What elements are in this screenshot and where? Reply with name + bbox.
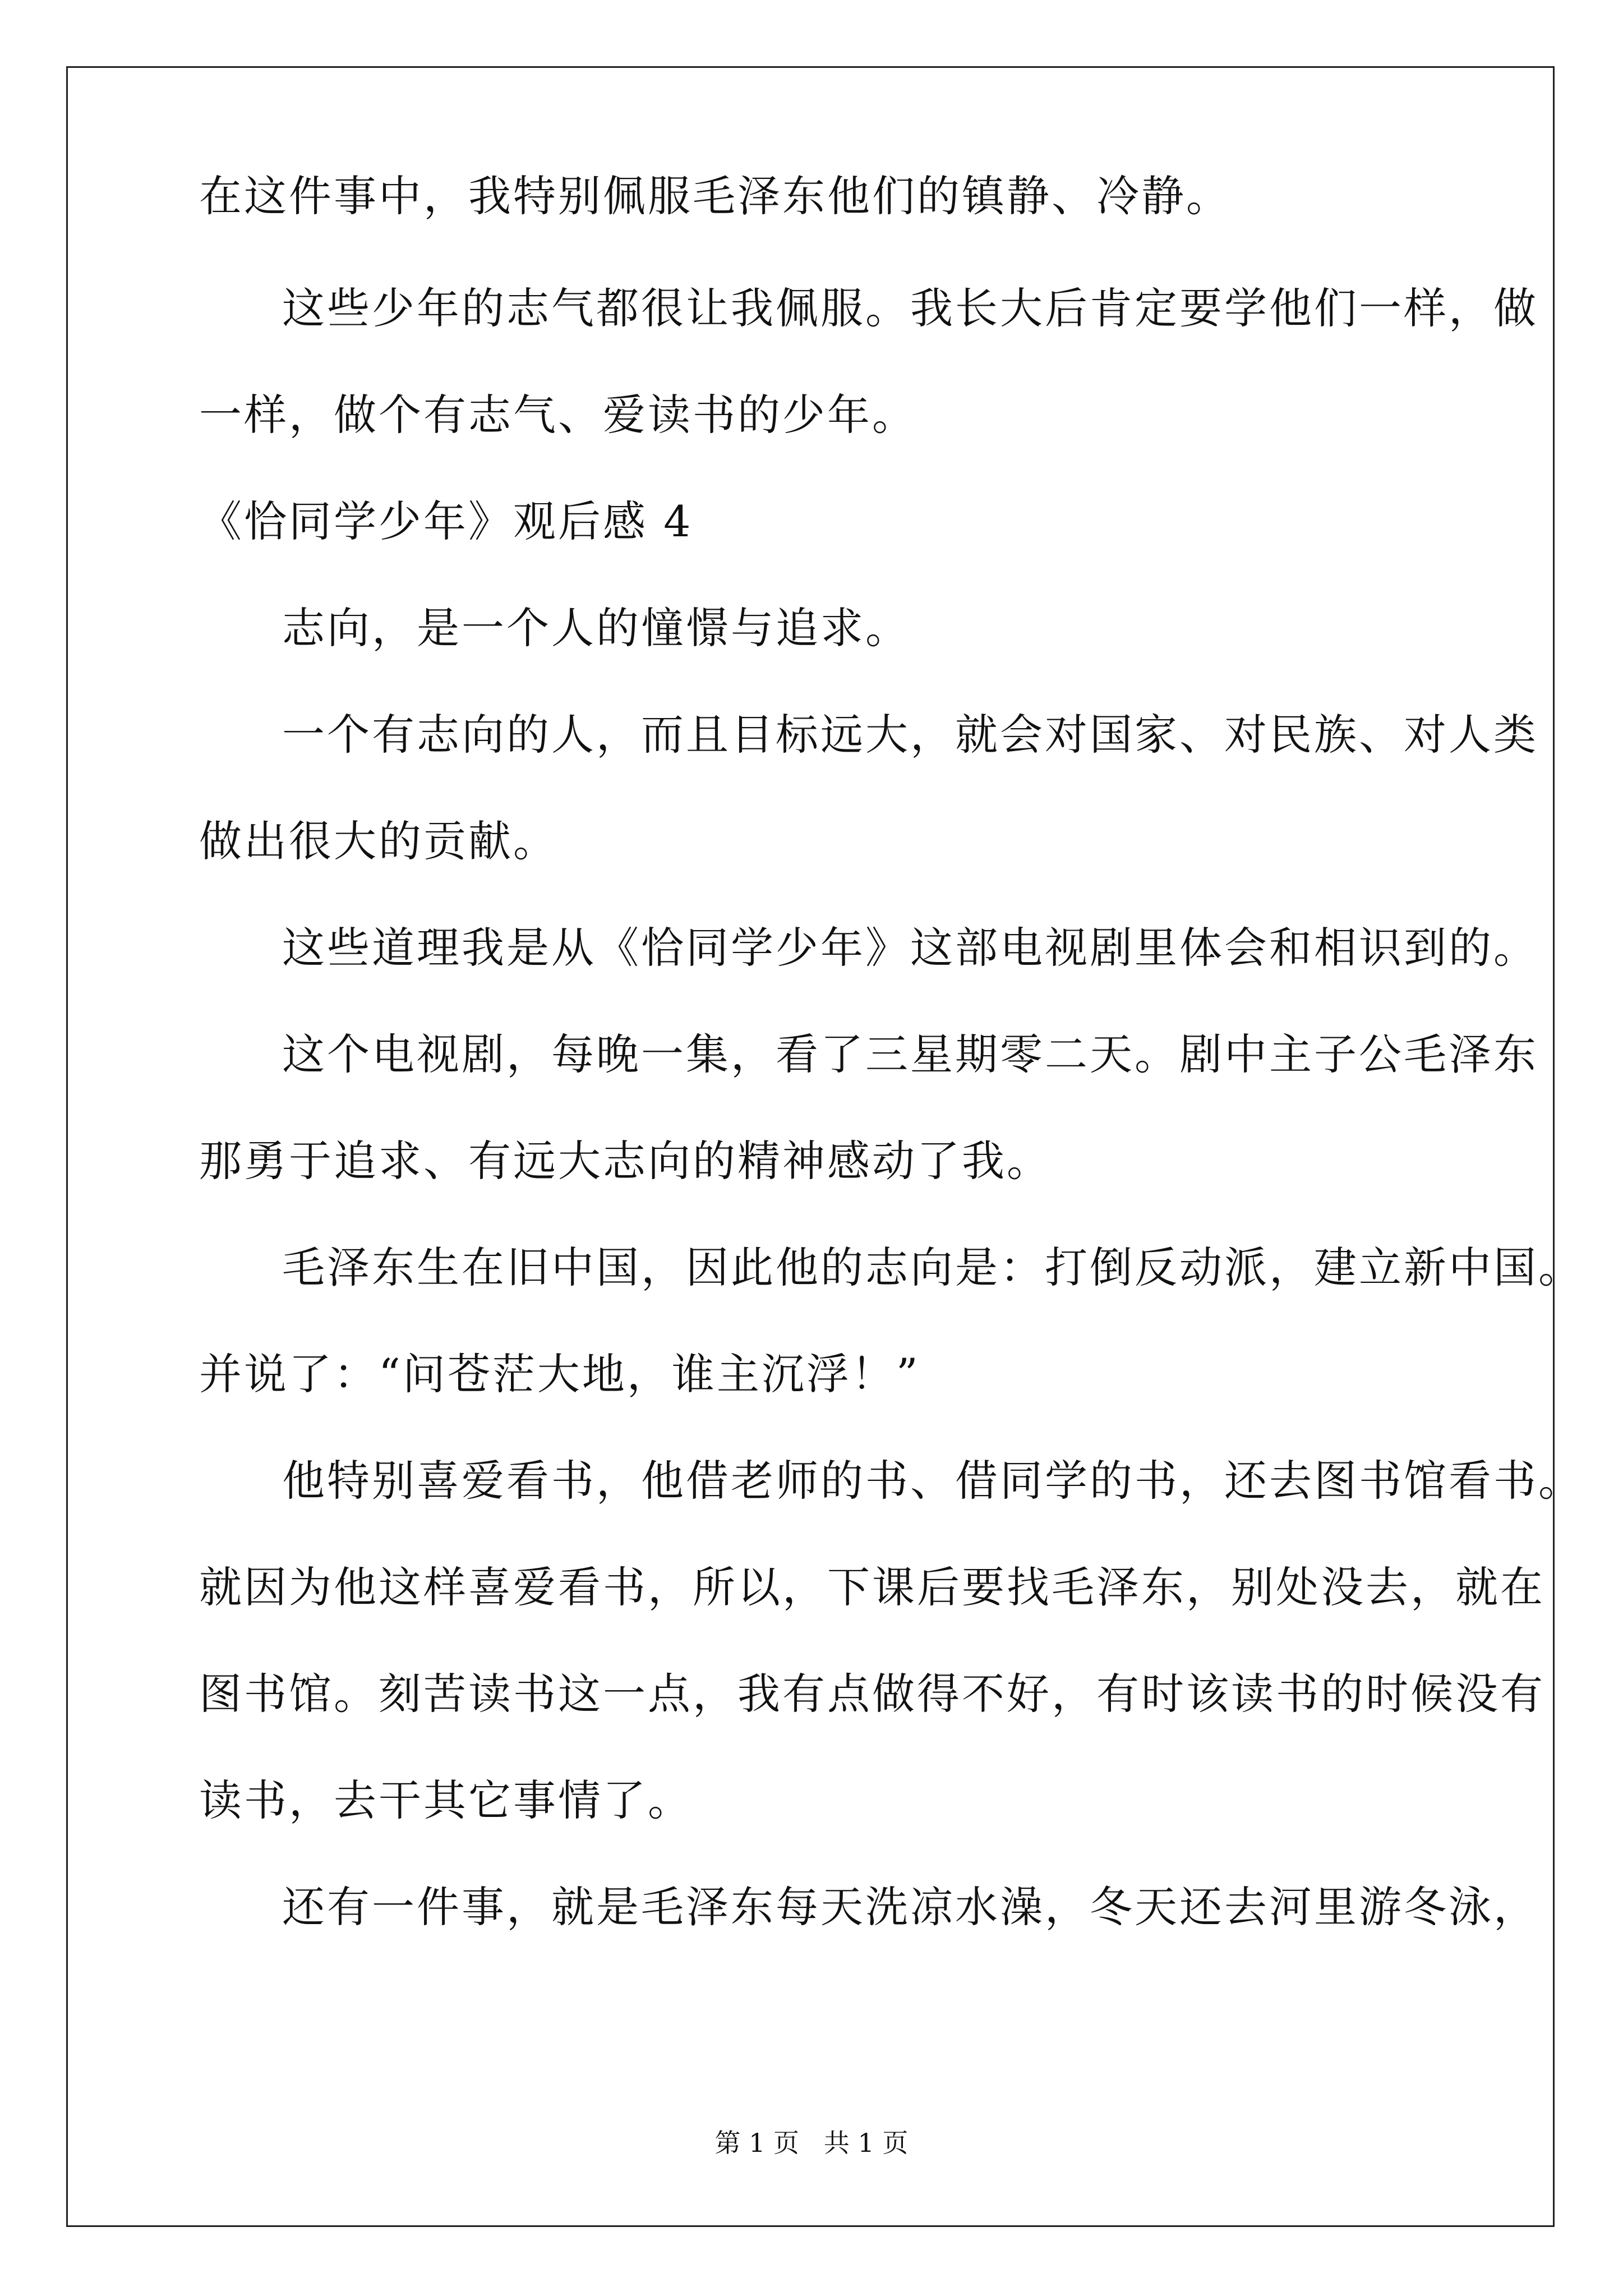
text-line: 这些少年的志气都很让我佩服。我长大后肯定要学他们一样，做 bbox=[282, 283, 1538, 333]
text-line: 图书馆。刻苦读书这一点，我有点做得不好，有时该读书的时候没有 bbox=[199, 1669, 1545, 1719]
text-line: 毛泽东生在旧中国，因此他的志向是：打倒反动派，建立新中国。 bbox=[282, 1243, 1583, 1292]
text-line: 一个有志向的人，而且目标远大，就会对国家、对民族、对人类 bbox=[282, 710, 1538, 760]
text-line: 一样，做个有志气、爱读书的少年。 bbox=[199, 390, 917, 440]
text-line: 在这件事中，我特别佩服毛泽东他们的镇静、冷静。 bbox=[199, 171, 1231, 221]
text-line: 这个电视剧，每晚一集，看了三星期零二天。剧中主子公毛泽东 bbox=[282, 1029, 1538, 1079]
text-line: 读书，去干其它事情了。 bbox=[199, 1775, 693, 1825]
section-heading: 《恰同学少年》观后感 4 bbox=[199, 496, 693, 546]
text-line: 他特别喜爱看书，他借老师的书、借同学的书，还去图书馆看书。 bbox=[282, 1456, 1583, 1506]
text-line: 做出很大的贡献。 bbox=[199, 816, 558, 866]
text-line: 并说了：“问苍茫大地，谁主沉浮！” bbox=[199, 1349, 920, 1399]
page-footer: 第 1 页 共 1 页 bbox=[714, 2128, 909, 2158]
text-line: 志向，是一个人的憧憬与追求。 bbox=[282, 603, 910, 653]
text-line: 还有一件事，就是毛泽东每天洗凉水澡，冬天还去河里游冬泳， bbox=[282, 1882, 1538, 1932]
text-line: 那勇于追求、有远大志向的精神感动了我。 bbox=[199, 1136, 1052, 1186]
text-line: 这些道理我是从《恰同学少年》这部电视剧里体会和相识到的。 bbox=[282, 923, 1538, 973]
text-line: 就因为他这样喜爱看书，所以，下课后要找毛泽东，别处没去，就在 bbox=[199, 1562, 1545, 1612]
